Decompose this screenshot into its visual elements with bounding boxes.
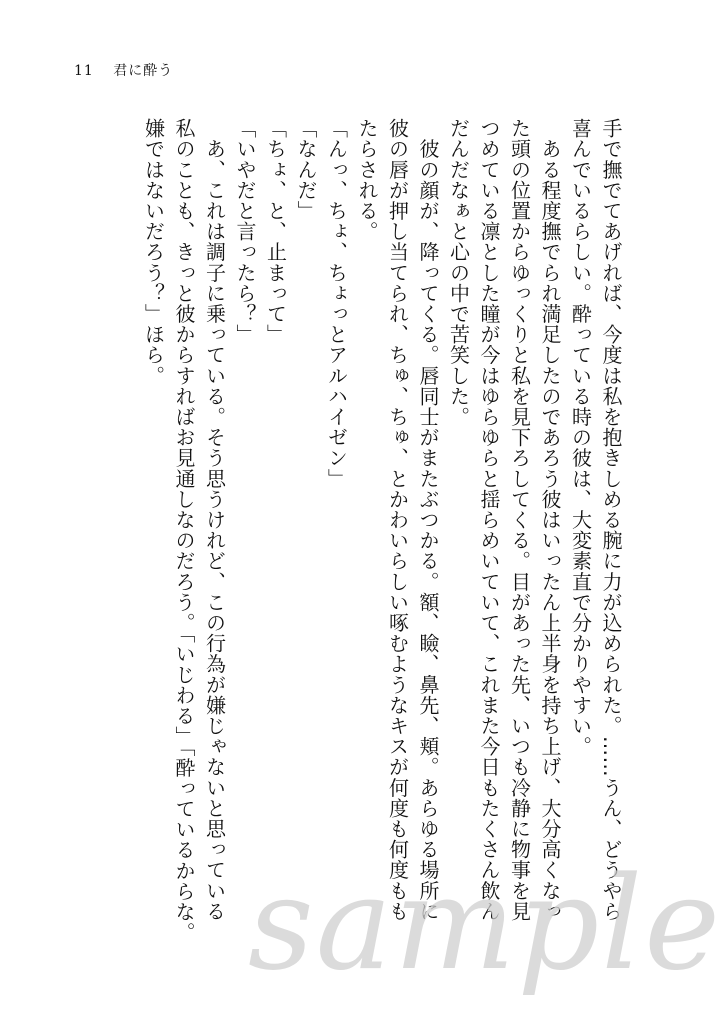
dialogue-line: 「んっ、ちょ、ちょっとアルハイゼン」 (324, 118, 349, 489)
dialogue-line: 「なんだ」 (294, 118, 318, 221)
text-line: ある程度撫でられ満足したのであろう彼はいったん上半身を持ち上げ、大分高くなっ (538, 118, 562, 922)
text-line: 嫌ではないだろう？」ほら。 (141, 118, 166, 386)
dialogue-line: 「いやだと言ったら？」 (233, 118, 257, 345)
text-line: 私のことも、きっと彼からすればお見通しなのだろう。「いじわる」「酔っているからな。 (172, 118, 196, 943)
page-header (74, 60, 173, 80)
text-line: 手で撫でてあげれば、今度は私を抱きしめる腕に力が込められた。……うん、どうやら (599, 118, 623, 922)
text-line: つめている凛とした瞳が今はゆらゆらと揺らめいていて、これまた今日もたくさん飲ん (477, 118, 501, 922)
body-text (138, 118, 626, 978)
page-number: 11 (74, 63, 94, 79)
chapter-title: 君に酔う (113, 63, 174, 79)
text-line: だんだなぁと心の中で苦笑した。 (446, 118, 471, 427)
text-line: 彼の顔が、降ってくる。唇同士がまたぶつかる。額、瞼、鼻先、頬。あらゆる場所に (416, 118, 440, 922)
text-line: た頭の位置からゆっくりと私を見下ろしてくる。目があった先、いつも冷静に物事を見 (507, 118, 532, 922)
text-line: あ、これは調子に乗っている。そう思うけれど、この行為が嫌じゃないと思っている (202, 118, 227, 922)
sample-watermark: sample (248, 850, 722, 999)
text-line: 喜んでいるらしい。酔っている時の彼は、大変素直で分かりやすい。 (568, 118, 593, 757)
dialogue-line: 「ちょ、と、止まって」 (263, 118, 288, 345)
text-line: たらされる。 (355, 118, 379, 242)
text-line: 彼の唇が押し当てられ、ちゅ、ちゅ、とかわいらしい啄むようなキスが何度も何度もも (385, 118, 410, 922)
